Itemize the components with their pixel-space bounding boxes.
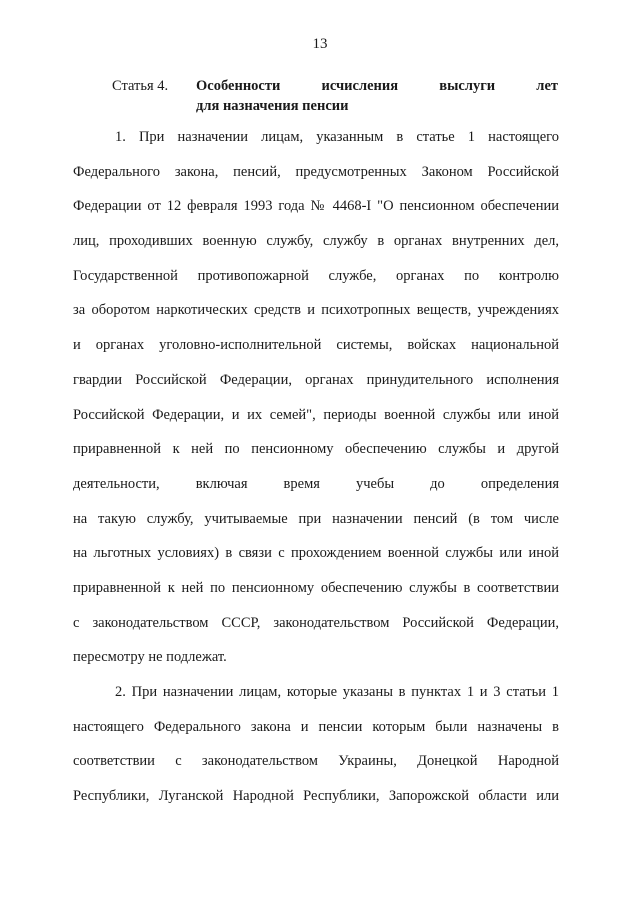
text-line: приравненной к ней по пенсионному обеспечению службы в соответствии <box>73 579 559 596</box>
text-line: 1. При назначении лицам, указанным в статье 1 настоящего <box>115 129 559 145</box>
article-title-line-2: для назначения пенсии <box>196 98 349 114</box>
text-line: гвардии Российской Федерации, органах принудительного исполнения <box>73 371 559 388</box>
text-line: пересмотру не подлежат. <box>73 649 227 666</box>
text-line: Государственной противопожарной службе, органах по контролю <box>73 267 559 284</box>
article-title-line-1: Особенности исчисления выслуги лет <box>196 78 558 94</box>
text-line: на льготных условиях) в связи с прохождением военной службы или иной <box>73 545 559 562</box>
page-number: 13 <box>312 36 328 52</box>
text-line: настоящего Федерального закона и пенсии которым были назначены в <box>73 718 559 735</box>
text-line: за оборотом наркотических средств и психотропных веществ, учреждениях <box>73 302 559 319</box>
text-line: деятельности, включая время учебы до определения <box>73 475 559 492</box>
paragraph-1 <box>73 127 559 682</box>
article-title <box>196 76 558 116</box>
text-line: лиц, проходивших военную службу, службу в органах внутренних дел, <box>73 233 559 250</box>
text-line: Российской Федерации, и их семей", периоды военной службы или иной <box>73 406 559 423</box>
text-line: Федерального закона, пенсий, предусмотренных Законом Российской <box>73 163 559 180</box>
text-line: и органах уголовно-исполнительной системы, войсках национальной <box>73 337 559 354</box>
text-line: с законодательством СССР, законодательством Российской Федерации, <box>73 614 559 631</box>
paragraph-2 <box>73 682 559 821</box>
text-line: соответствии с законодательством Украины, Донецкой Народной <box>73 753 559 770</box>
text-line: Федерации от 12 февраля 1993 года № 4468-I "О пенсионном обеспечении <box>73 198 559 215</box>
text-line: приравненной к ней по пенсионному обеспечению службы и другой <box>73 441 559 458</box>
text-line: 2. При назначении лицам, которые указаны в пунктах 1 и 3 статьи 1 <box>115 684 559 700</box>
article-body <box>73 127 559 821</box>
text-line: на такую службу, учитываемые при назначении пенсий (в том числе <box>73 510 559 527</box>
article-label: Статья 4. <box>112 78 169 94</box>
text-line: Республики, Луганской Народной Республики, Запорожской области или <box>73 788 559 805</box>
